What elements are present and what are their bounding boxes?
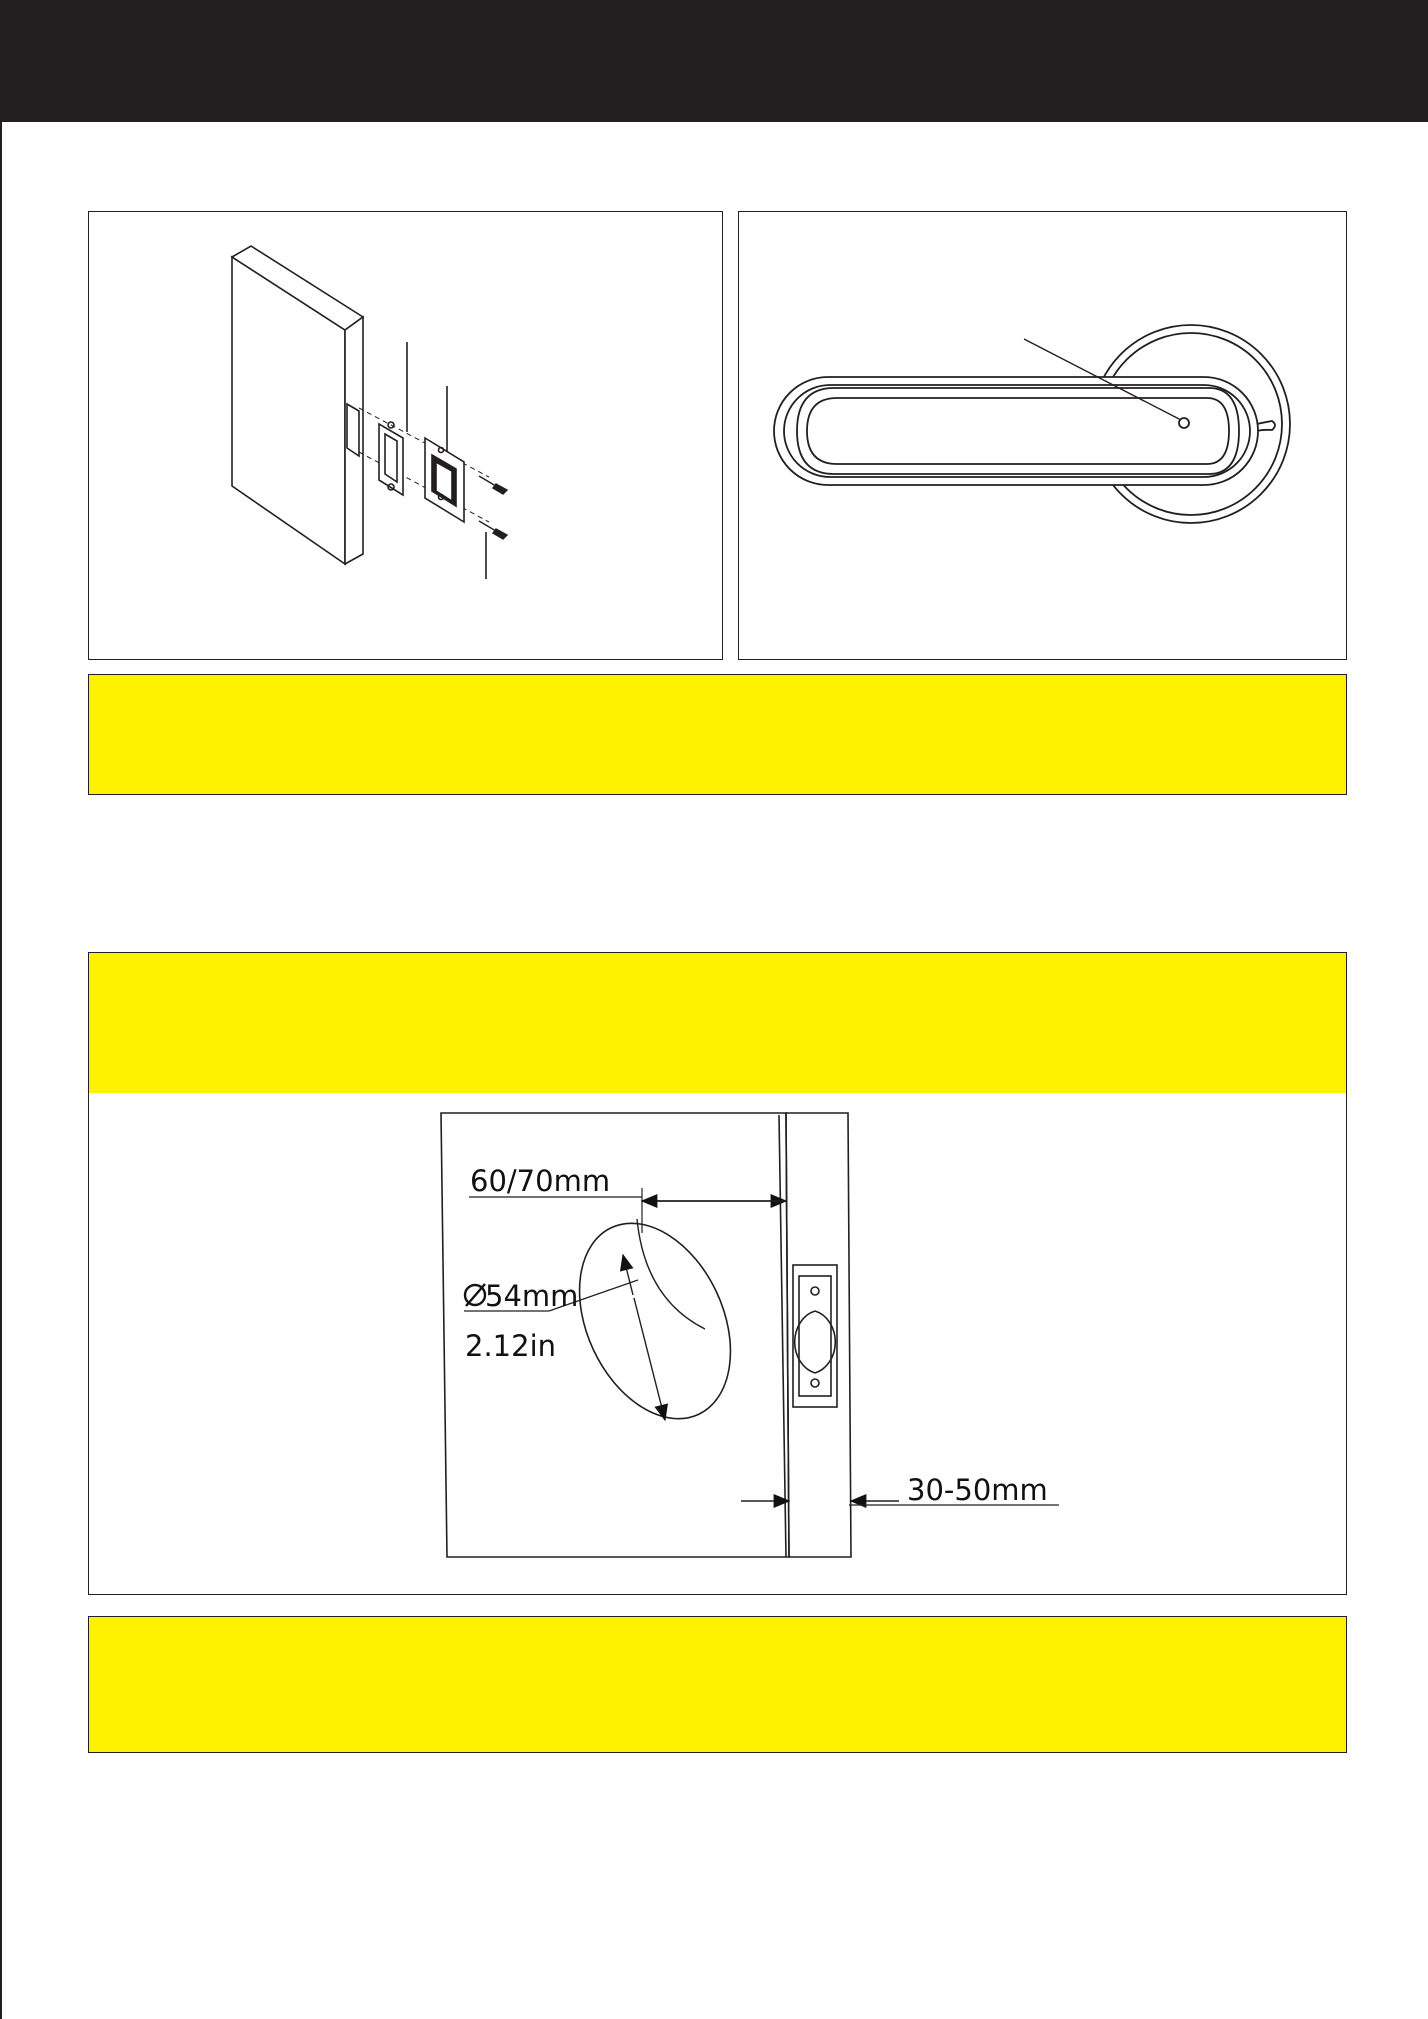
door-thickness-label: 30-50mm [907,1473,1048,1507]
drilling-template-diagram [89,1093,1348,1595]
lever-handle-panel [738,211,1347,660]
diameter-symbol-icon [465,1284,485,1306]
lever-handle-illustration [739,212,1348,661]
strike-plate-illustration [89,212,724,661]
header-bar [0,0,1428,122]
note-box-2 [88,952,1347,1094]
strike-plate-panel [88,211,723,660]
note-box-1 [88,674,1347,795]
hole-diameter-mm-label: 54mm [485,1279,579,1313]
note-box-3 [88,1616,1347,1753]
page-left-rule [0,122,2,2019]
hole-diameter-in-label: 2.12in [465,1329,557,1363]
backset-label: 60/70mm [470,1164,611,1198]
drilling-template-panel [88,1093,1347,1595]
